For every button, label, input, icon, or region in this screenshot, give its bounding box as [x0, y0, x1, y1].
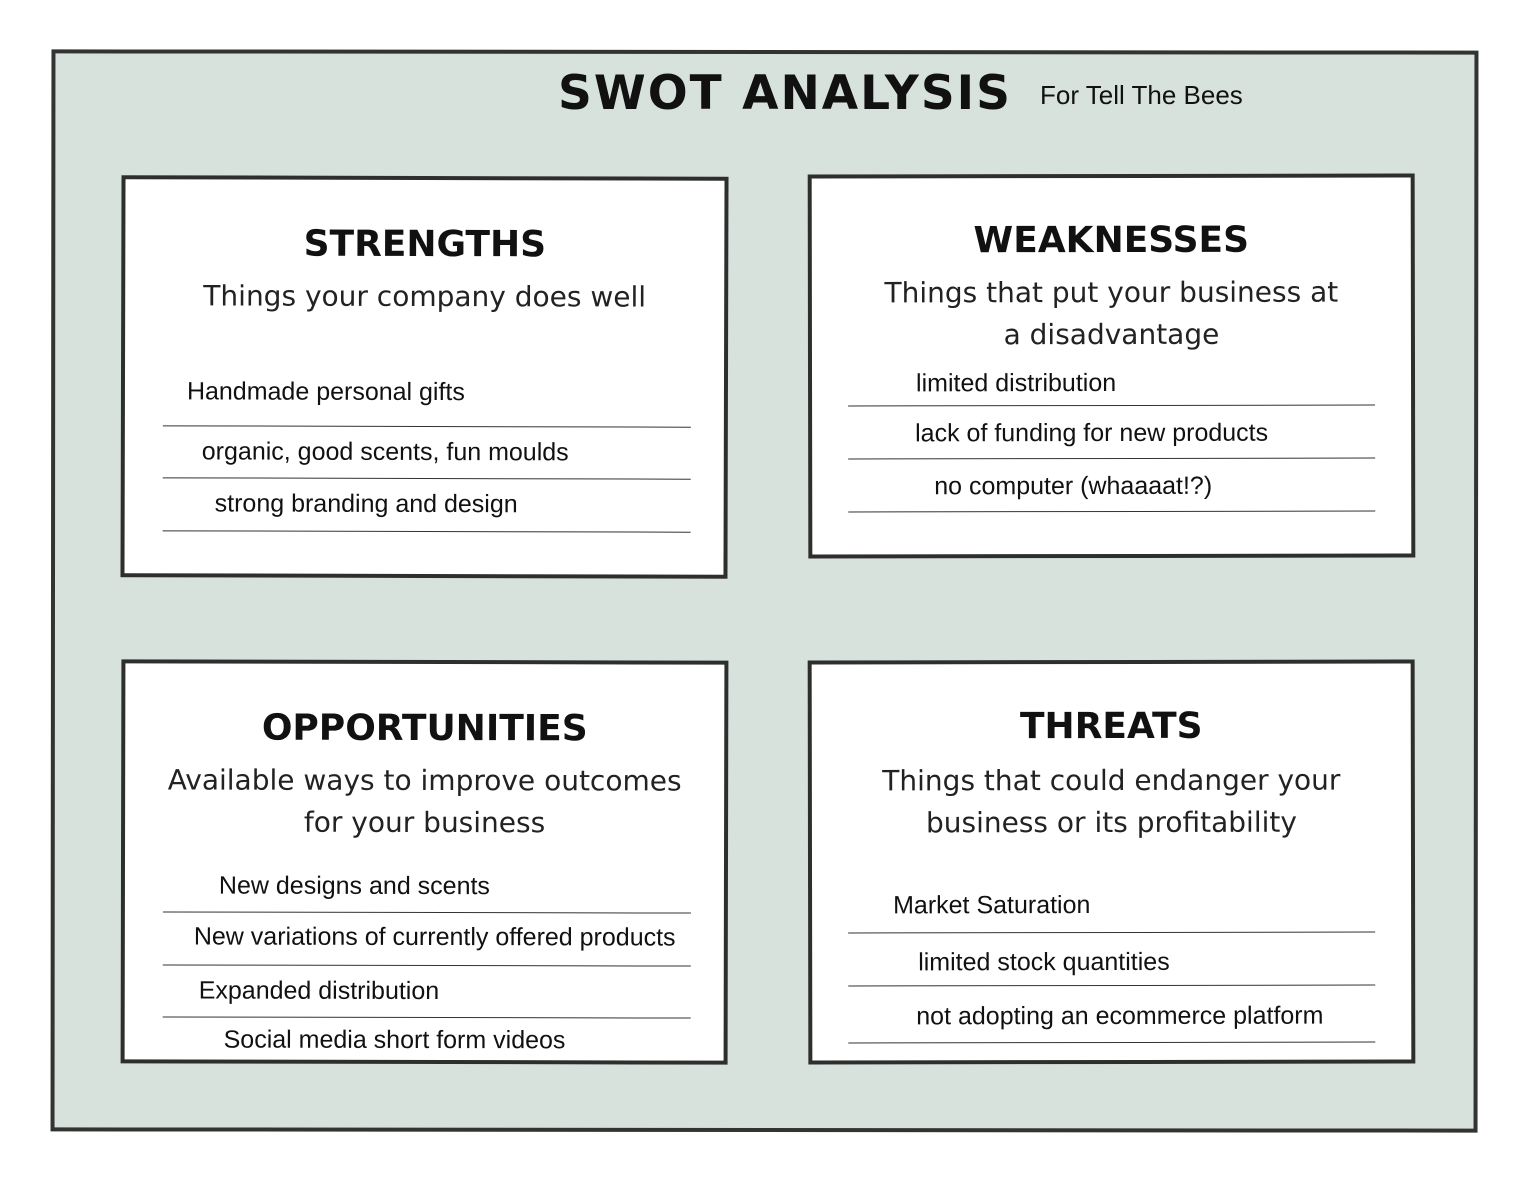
opportunities-card: [121, 659, 729, 1064]
strengths-rule: [163, 530, 691, 532]
weaknesses-rule: [848, 458, 1375, 460]
weaknesses-item: lack of funding for new products: [915, 418, 1269, 448]
opportunities-item: New designs and scents: [218, 871, 490, 901]
opportunities-item: Expanded distribution: [198, 976, 440, 1006]
threats-card: [808, 659, 1416, 1064]
opportunities-item: Social media short form videos: [223, 1025, 566, 1055]
strengths-card: [120, 175, 728, 579]
page-title: SWOT ANALYSIS: [558, 66, 1013, 121]
threats-rule: [848, 932, 1375, 934]
strengths-item: strong branding and design: [214, 489, 518, 519]
opportunities-rule: [163, 911, 691, 913]
strengths-rule: [163, 425, 691, 427]
threats-rule: [848, 1042, 1375, 1044]
strengths-rule: [163, 477, 691, 479]
weaknesses-rule: [848, 511, 1375, 513]
threats-heading: THREATS: [1019, 705, 1203, 748]
weaknesses-item: no computer (whaaaat!?): [934, 471, 1213, 501]
weaknesses-description: Things that put your business at a disadvantage: [884, 275, 1339, 352]
threats-item: Market Saturation: [893, 891, 1091, 920]
opportunities-description: Available ways to improve outcomes for your business: [167, 763, 682, 840]
weaknesses-item: limited distribution: [916, 368, 1117, 398]
threats-item: limited stock quantities: [918, 947, 1170, 977]
weaknesses-card: [808, 173, 1416, 558]
opportunities-item: New variations of currently offered products: [193, 922, 676, 952]
strengths-heading: STRENGTHS: [303, 223, 547, 266]
page-subtitle: For Tell The Bees: [1040, 80, 1243, 110]
threats-rule: [848, 985, 1375, 987]
opportunities-rule: [163, 1016, 691, 1018]
strengths-item: Handmade personal gifts: [186, 377, 465, 407]
opportunities-heading: OPPORTUNITIES: [261, 707, 588, 750]
weaknesses-heading: WEAKNESSES: [973, 219, 1250, 262]
strengths-item: organic, good scents, fun moulds: [201, 437, 569, 467]
threats-description: Things that could endanger your business or its profitability: [882, 763, 1341, 840]
opportunities-rule: [163, 964, 691, 966]
strengths-description: Things your company does well: [203, 279, 647, 314]
threats-item: not adopting an ecommerce platform: [916, 1001, 1324, 1031]
weaknesses-rule: [848, 405, 1375, 407]
